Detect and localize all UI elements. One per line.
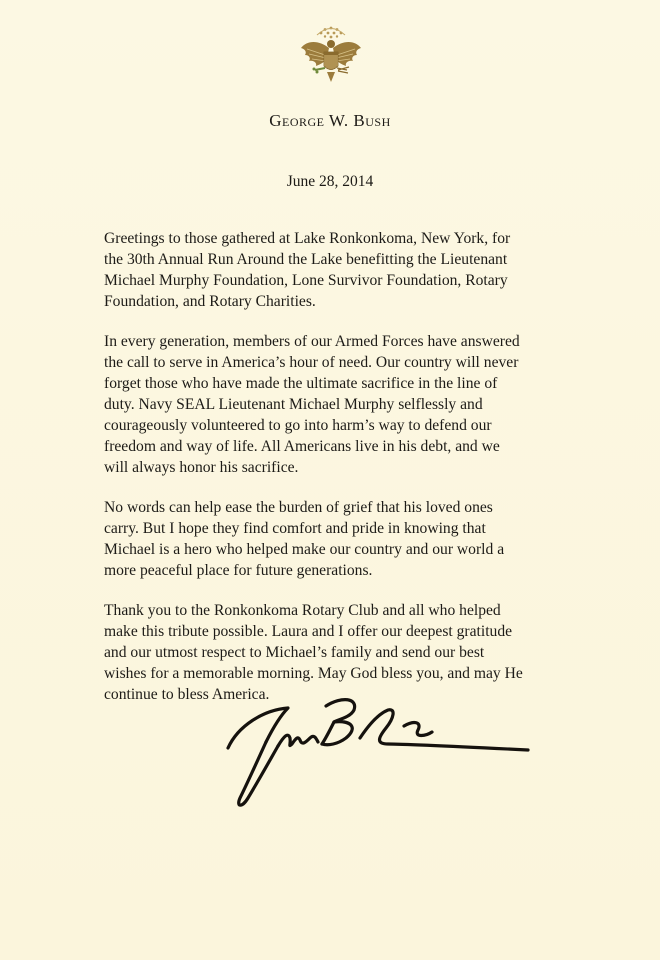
- text-line: the 30th Annual Run Around the Lake benefitting the Lieutenant: [104, 251, 508, 268]
- letter-body: [104, 228, 584, 724]
- text-line: will always honor his sacrifice.: [104, 459, 299, 476]
- text-line: the call to serve in America’s hour of need. Our country will never: [104, 354, 519, 371]
- text-line: make this tribute possible. Laura and I offer our deepest gratitude: [104, 623, 513, 640]
- paragraph-condolence: [104, 497, 584, 581]
- text-line: forget those who have made the ultimate sacrifice in the line of: [104, 375, 498, 392]
- signature-icon: [218, 686, 538, 816]
- letter-date: June 28, 2014: [286, 173, 374, 190]
- sender-name: George W. Bush: [269, 111, 391, 130]
- text-line: Michael is a hero who helped make our country and our world a: [104, 541, 505, 558]
- text-line: wishes for a memorable morning. May God bless you, and may He: [104, 665, 523, 682]
- text-line: Michael Murphy Foundation, Lone Survivor Foundation, Rotary: [104, 272, 508, 289]
- text-line: duty. Navy SEAL Lieutenant Michael Murphy selflessly and: [104, 396, 483, 413]
- text-line: freedom and way of life. All Americans live in his debt, and we: [104, 438, 500, 455]
- text-line: and our utmost respect to Michael’s family and send our best: [104, 644, 485, 661]
- text-line: Foundation, and Rotary Charities.: [104, 293, 316, 310]
- text-line: Thank you to the Ronkonkoma Rotary Club and all who helped: [104, 602, 501, 619]
- presidential-seal-icon: [295, 22, 367, 94]
- text-line: No words can help ease the burden of grief that his loved ones: [104, 499, 493, 516]
- text-line: carry. But I hope they find comfort and pride in knowing that: [104, 520, 486, 537]
- paragraph-tribute: [104, 331, 584, 478]
- text-line: courageously volunteered to go into harm’s way to defend our: [104, 417, 492, 434]
- paragraph-greeting: [104, 228, 584, 312]
- text-line: continue to bless America.: [104, 686, 270, 703]
- text-line: In every generation, members of our Armed Forces have answered: [104, 333, 520, 350]
- text-line: Greetings to those gathered at Lake Ronkonkoma, New York, for: [104, 230, 511, 247]
- text-line: more peaceful place for future generations.: [104, 562, 373, 579]
